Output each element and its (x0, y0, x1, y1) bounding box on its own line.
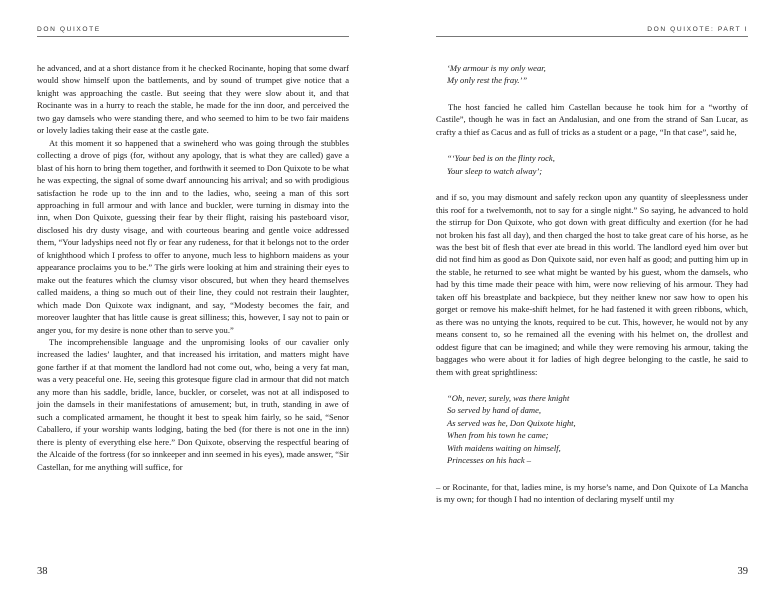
paragraph: he advanced, and at a short distance from it he checked Rocinante, hoping that some dwarf would show himself upon the battlements, and by sound of trumpet give notice that a knight was approaching the castle. But seeing that they were slow about it, and that Rocinante was in a hurry to reach the stable, he made for the inn door, and perceived the two gay damsels who were standing there, and who seemed to him to be two fair maidens or lovely ladies taking their ease at the castle gate. (37, 63, 349, 136)
page-number: 39 (737, 566, 748, 577)
verse-block (447, 392, 748, 467)
paragraph: – or Rocinante, for that, ladies mine, is my horse’s name, and Don Quixote of La Mancha is my own; for though I had no intention of declaring myself until my (436, 481, 748, 505)
body-text (436, 62, 748, 506)
verse-line: With maidens waiting on himself, (447, 442, 561, 453)
running-head: DON QUIXOTE: PART I (647, 26, 748, 33)
verse-line: Princesses on his hack – (447, 455, 532, 466)
paragraph: At this moment it so happened that a swineherd who was going through the stubbles collecting a drove of pigs (for, without any apology, that is what they are called) gave a blast of his horn to bring them together, and forthwith it seemed to Don Quixote to be what he was expecting, the signal of some dwarf announcing his arrival; and so with prodigious satisfaction he rode up to the inn and to the ladies, who, seeing a man of this sort approaching in full armour and with lance and buckler, were turning in dismay into the inn, when Don Quixote, guessing their fear by their flight, raising his pasteboard visor, disclosed his dry dusty visage, and with courteous bearing and gentle voice addressed them, “Your ladyships need not fly or fear any rudeness, for that it belongs not to the order of knighthood which I profess to offer to anyone, much less to highborn maidens as your appearance proclaims you to be.” The girls were looking at him and straining their eyes to make out the features which the clumsy visor obscured, but when they heard themselves called maidens, a thing so much out of their line, they could not restrain their laughter, which made Don Quixote wax indignant, and say, “Modesty becomes the fair, and moreover laughter that has little cause is great silliness; this, however, I say not to pain or anger you, for my desire is none other than to serve you.” (37, 137, 349, 335)
verse-line: ‘My armour is my only wear, (447, 63, 546, 73)
verse-line: “Oh, never, surely, was there knight (447, 392, 570, 403)
verse-line: Your sleep to watch alway’; (447, 165, 543, 176)
verse-line: My only rest the fray.’” (447, 75, 528, 86)
left-page (37, 0, 349, 600)
verse-line: “‘Your bed is on the flinty rock, (447, 153, 555, 164)
paragraph: The incomprehensible language and the unpromising looks of our cavalier only increased the ladies’ laughter, and that increased his irritation, and matters might have gone farther if at that moment the landlord had not come out, who, being a very fat man, was a very peaceful one. He, seeing this grotesque figure clad in armour that did not match any more than his saddle, bridle, lance, buckler, or corselet, was not at all indisposed to join the damsels in their manifestations of amusement; but, in truth, standing in awe of such a complicated armament, he thought it best to speak him fairly, so he said, “Senor Caballero, if your worship wants lodging, bating the bed (for there is not one in the inn) there is plenty of everything else here.” Don Quixote, observing the respectful bearing of the Alcaide of the fortress (for so innkeeper and inn seemed in his eyes), made answer, “Sir Castellan, for me anything will suffice, for (37, 336, 349, 472)
verse-line: When from his town he came; (447, 430, 549, 441)
body-text (37, 62, 349, 473)
verse-block (447, 152, 748, 177)
running-head: DON QUIXOTE (37, 26, 101, 33)
paragraph: The host fancied he called him Castellan because he took him for a “worthy of Castile”, though he was in fact an Andalusian, and one from the strand of San Lucar, as crafty a thief as Cacus and as full of tricks as a student or a page, “In that case”, said he, (436, 101, 748, 137)
verse-block (447, 62, 748, 87)
page-number: 38 (37, 566, 48, 577)
right-page (436, 0, 748, 600)
verse-line: So served by hand of dame, (447, 405, 541, 416)
header-rule (436, 36, 748, 37)
verse-line: As served was he, Don Quixote hight, (447, 417, 576, 428)
paragraph: and if so, you may dismount and safely reckon upon any quantity of sleeplessness under this roof for a twelvemonth, not to say for a single night.” So saying, he advanced to hold the stirrup for Don Quixote, who got down with great difficulty and exertion (for he had not broken his fast all day), and then charged the host to take great care of his horse, as he was the best bit of flesh that ever ate bread in this world. The landlord eyed him over but did not find him as good as Don Quixote said, nor even half as good; and putting him up in the stable, he returned to see what might be wanted by his guest, whom the damsels, who had by this time made their peace with him, were now relieving of his armour. They had taken off his breastplate and backpiece, but they neither knew nor saw how to open his gorget or remove his make-shift helmet, for he had fastened it with green ribbons, which, as there was no untying the knots, required to be cut. This, however, he would not by any means consent to, so he remained all the evening with his helmet on, the drollest and oddest figure that can be imagined; and while they were removing his armour, taking the baggages who were about it for ladies of high degree belonging to the castle, he said to them with great sprightliness: (436, 192, 748, 377)
header-rule (37, 36, 349, 37)
